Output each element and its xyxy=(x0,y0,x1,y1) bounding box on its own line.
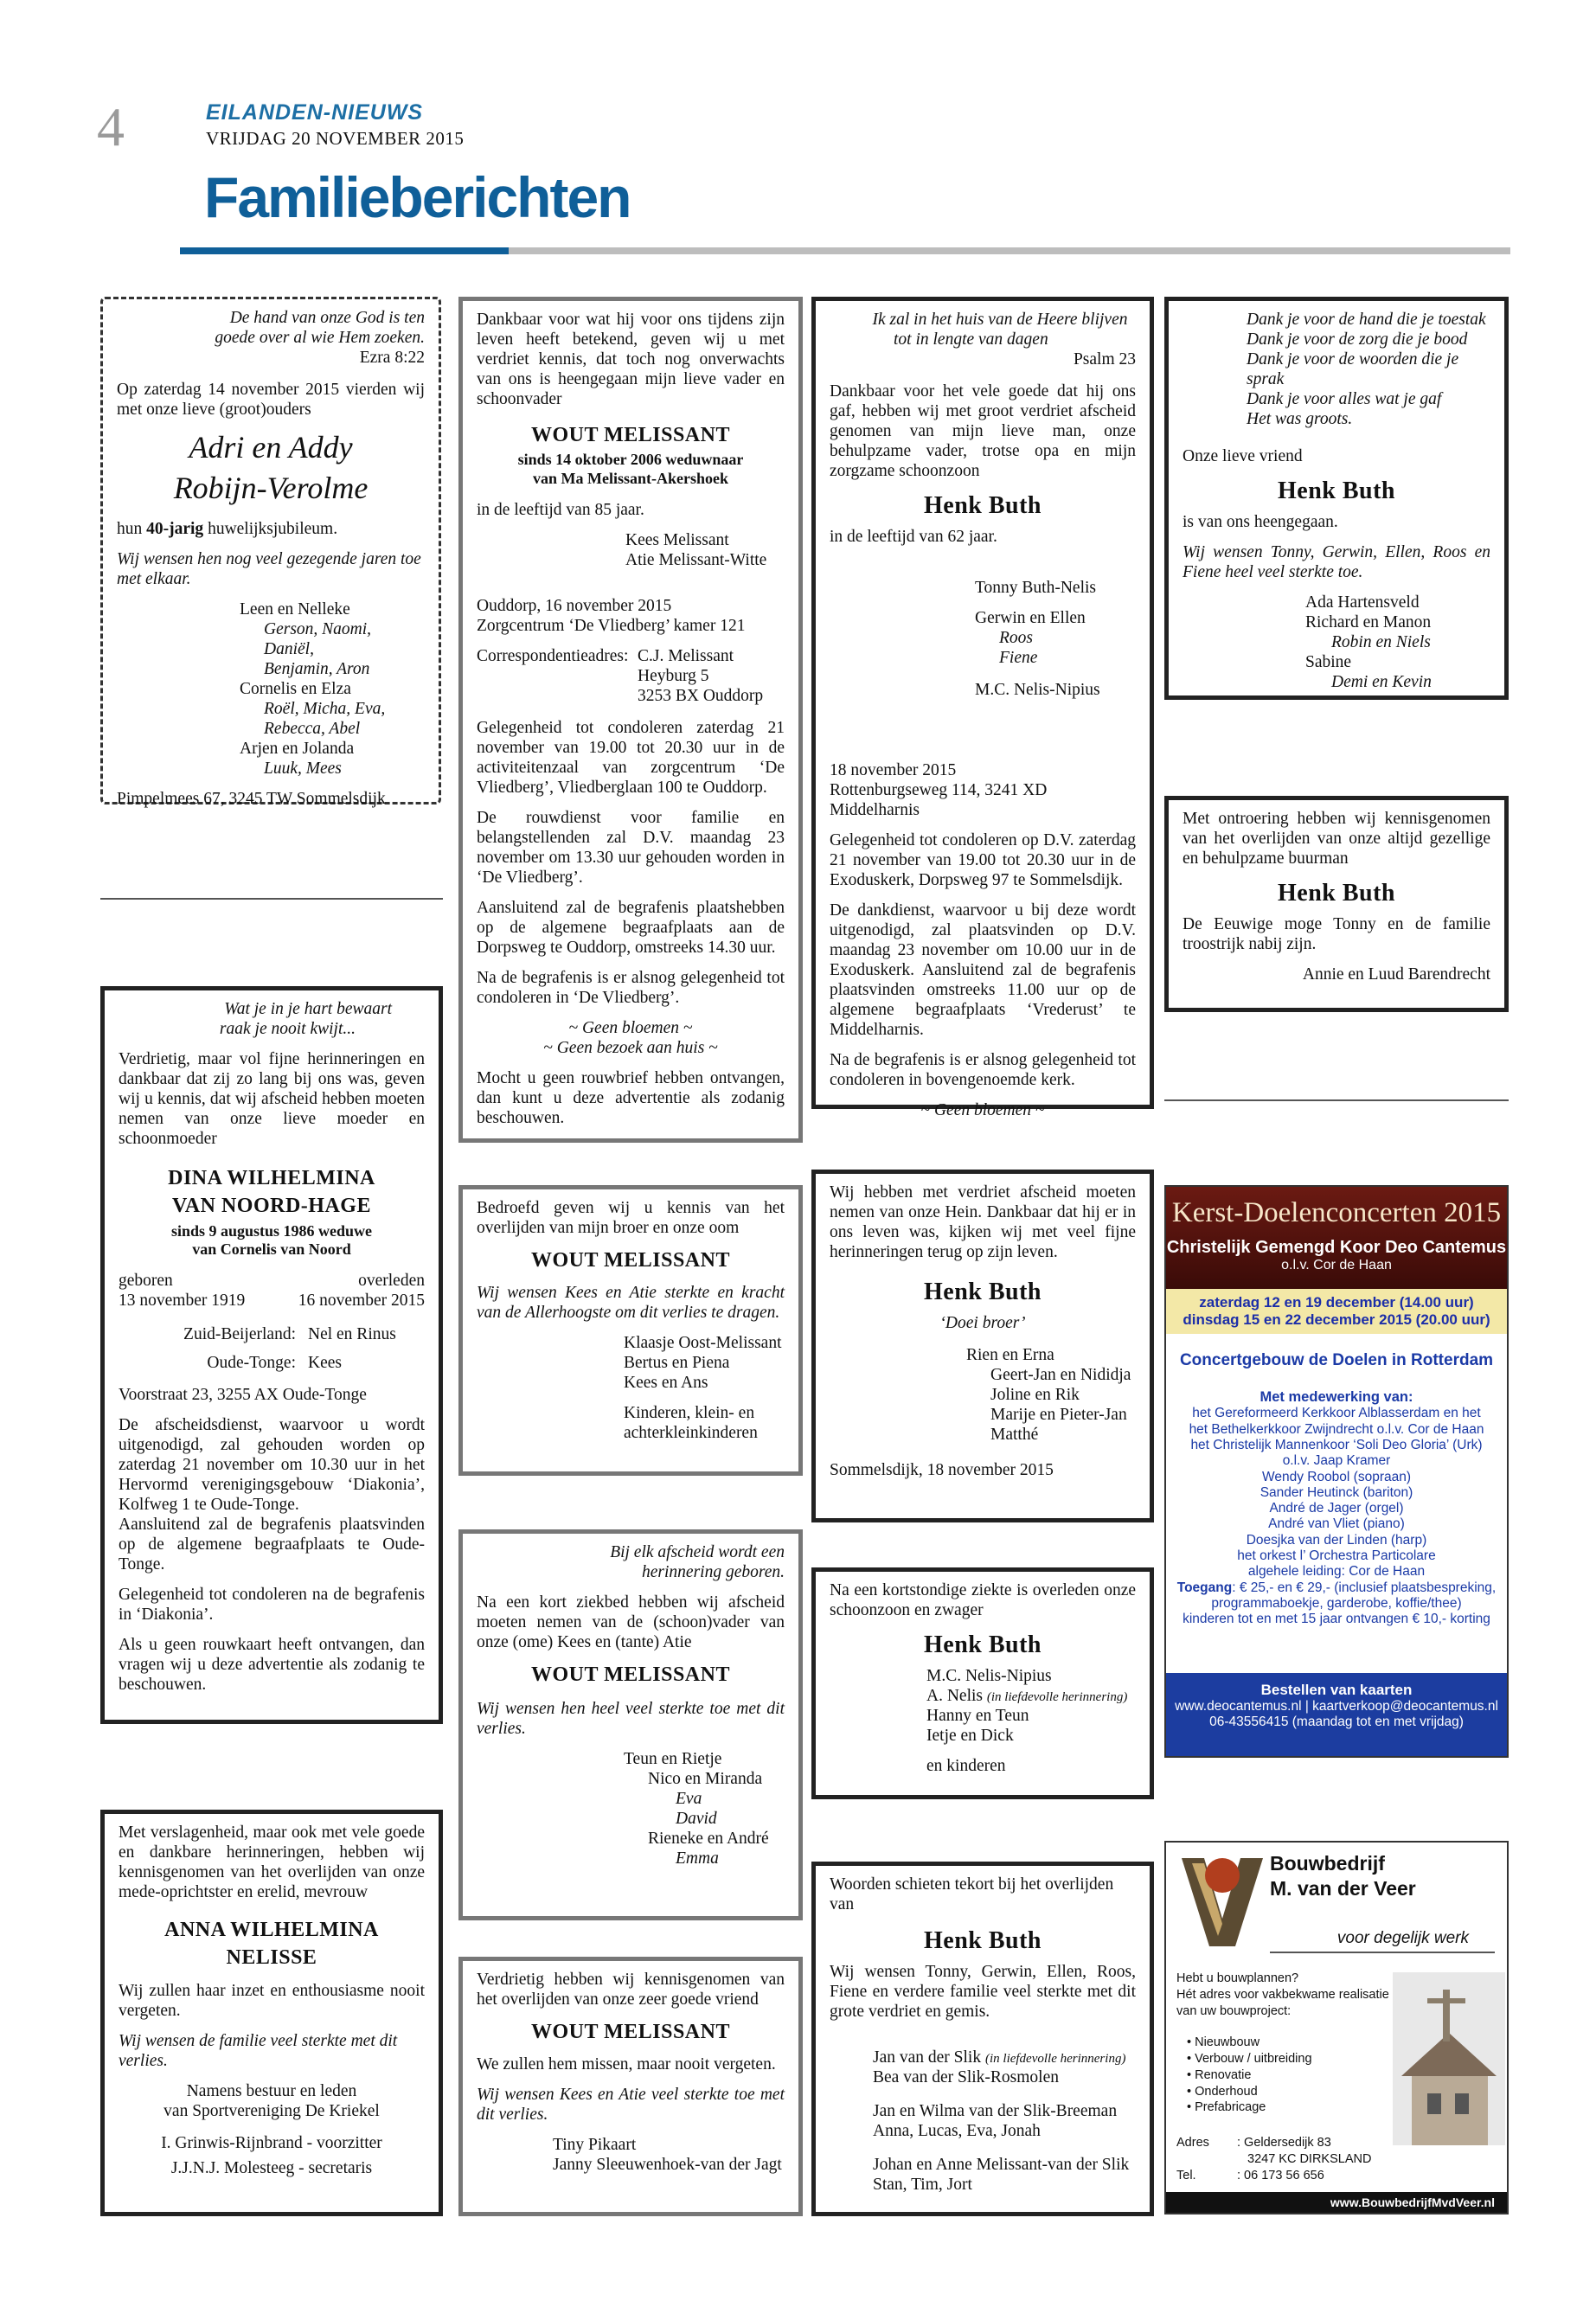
ad-dina-van-noord xyxy=(100,986,443,1724)
condolence-text: Gelegenheid tot condoleren na de begrafenis in ‘Diakonia’. xyxy=(119,1586,425,1625)
closing-text: Mocht u geen rouwbrief hebben ontvangen, dan kunt u deze advertentie als zodanig beschouwen. xyxy=(477,1068,785,1127)
contact-info: Adres : Geldersedijk 83 3247 KC DIRKSLAND Tel. : 06 173 56 656 xyxy=(1176,2136,1372,2182)
intro-text: Woorden schieten tekort bij het overlijden van xyxy=(830,1875,1114,1913)
family-list: Leen en Nelleke Gerson, Naomi, Daniël, Benjamin, Aron Cornelis en Elza Roël, Micha, Eva, Rebecca, Abel Arjen en Jolanda Luuk, Mees xyxy=(240,599,386,778)
deceased-name: Henk Buth xyxy=(924,1279,1042,1305)
deceased-name: WOUT MELISSANT xyxy=(531,1249,730,1272)
ad-henk-buth-vriend xyxy=(1164,297,1509,700)
intro-text: Na een kort ziekbed hebben wij afscheid moeten nemen van de (schoon)vader van onze (ome) Kees en (tante) Atie xyxy=(477,1593,785,1651)
family-list: Ada Hartensveld Richard en Manon Robin en Niels Sabine Demi en Kevin xyxy=(1305,593,1432,692)
title-rule-grey xyxy=(509,247,1510,254)
intro-text: Onze lieve vriend xyxy=(1183,447,1303,465)
quote-line: Bij elk afscheid wordt een xyxy=(610,1543,785,1561)
director: o.l.v. Cor de Haan xyxy=(1281,1258,1392,1272)
no-visits: ~ Geen bezoek aan huis ~ xyxy=(543,1038,718,1057)
condolence-text: Gelegenheid tot condoleren zaterdag 21 november van 19.00 tot 20.30 uur in de activiteitenzaal van zorgcentrum ‘De Vliedberg’, Vliedberglaan 100 te Ouddorp. xyxy=(477,718,785,797)
wish-text: Wij wensen de familie veel sterkte met dit verlies. xyxy=(119,2031,398,2070)
condolence-text: Gelegenheid tot condoleren op D.V. zaterdag 21 november van 19.00 tot 20.30 uur in de Exoduskerk, Dorpsweg 97 te Sommelsdijk. xyxy=(830,831,1136,890)
jubilee-text: hun 40-jarig huwelijksjubileum. xyxy=(117,519,338,538)
family-list: Klaasje Oost-Melissant Bertus en Piena Kees en Ans Kinderen, klein- en achterkleinkinderen xyxy=(624,1334,782,1443)
age-text: in de leeftijd van 62 jaar. xyxy=(830,528,997,547)
date: 18 november 2015 xyxy=(830,761,957,780)
ad-henk-buth-siblings xyxy=(811,1170,1154,1522)
slogan: voor degelijk werk xyxy=(1336,1929,1469,1947)
no-flowers: ~ Geen bloemen ~ xyxy=(920,1101,1045,1120)
family-list: Jan van der Slik (in liefdevolle herinnering) Bea van der Slik-Rosmolen Jan en Wilma van der Slik-Breeman Anna, Lucas, Eva, Jonah Johan en Anne Melissant-van der Slik Stan, Tim, Jort xyxy=(873,2048,1130,2195)
signature: I. Grinwis-Rijnbrand - voorzitter xyxy=(161,2133,382,2152)
quote-line: Wat je in je hart bewaart xyxy=(224,1000,392,1018)
correspondence: Correspondentieadres: C.J. Melissant Heyburg 5 3253 BX Ouddorp xyxy=(477,646,764,705)
quote-line: herinnering geboren. xyxy=(642,1563,785,1581)
intro-text: Met verslagenheid, maar ook met vele goede en dankbare herinneringen, hebben wij kennisgenomen van het overlijden van onze mede-oprichtster en erelid, mevrouw xyxy=(119,1823,425,1901)
ad-kerst-doelenconcerten xyxy=(1164,1185,1509,1758)
subtitle: sinds 9 augustus 1986 weduwe xyxy=(170,1221,373,1240)
ad-wout-melissant-grandchildren xyxy=(458,1529,803,1920)
performers-list: het Gereformeerd Kerkkoor Alblasserdam en het het Bethelkerkkoor Zwijndrecht o.l.v. Cor de Haan het Christelijk Mannenkoor ‘Soli Deo Gloria’ (Urk) o.l.v. Jaap Kramer Wendy Roobol (sopraan) Sander Heutinck (bariton) André de Jager (orgel) André van Vliet (piano) Doesjka van der Linden (harp) het orkest l’ Orchestra Particolare algehele leiding: Cor de Haan xyxy=(1189,1406,1484,1580)
order-info: Bestellen van kaarten www.deocantemus.nl | kaartverkoop@deocantemus.nl 06-43556415 (maandag tot en met vrijdag) xyxy=(1166,1673,1507,1756)
slogan-underline xyxy=(1270,1952,1495,1953)
column-divider xyxy=(1164,1099,1509,1101)
quote-reference: Psalm 23 xyxy=(1073,350,1136,369)
family-list: M.C. Nelis-Nipius A. Nelis (in liefdevolle herinnering) Hanny en Teun Ietje en Dick en kinderen xyxy=(926,1667,1128,1776)
company-name: Bouwbedrijf M. van der Veer xyxy=(1270,1852,1416,1900)
wish-text: Wij wensen Tonny, Gerwin, Ellen, Roos, Fiene en verdere familie veel sterkte met dit grote verdriet en gemis. xyxy=(830,1963,1136,2022)
service-text: De afscheidsdienst, waarvoor u wordt uitgenodigd, zal gehouden worden op zaterdag 21 november om 10.30 uur in het Hervormd verenigingsgebouw ‘Diakonia’, Kolfweg 1 te Oude-Tonge. xyxy=(119,1416,425,1515)
quote-line: tot in lengte van dagen xyxy=(894,330,1048,349)
intro-text: Met ontroering hebben wij kennisgenomen van het overlijden van onze altijd gezellige en behulpzame buurman xyxy=(1183,810,1490,868)
deceased-surname: NELISSE xyxy=(226,1946,317,1970)
section-title: Familieberichten xyxy=(204,165,631,229)
body-text: De Eeuwige moge Tonny en de familie troostrijk nabij zijn. xyxy=(1183,915,1490,954)
signature: Namens bestuur en leden xyxy=(186,2081,357,2100)
wish-text: Wij wensen hen heel veel sterkte toe met dit verlies. xyxy=(477,1700,785,1739)
deceased-name: WOUT MELISSANT xyxy=(531,424,730,446)
deceased-name: Henk Buth xyxy=(924,492,1042,519)
intro-text: Wij hebben met verdriet afscheid moeten nemen van onze Hein. Dankbaar dat hij er in ons leven was, kijken wij met veel fijne herinneringen terug op zijn leven. xyxy=(830,1183,1136,1261)
age-text: in de leeftijd van 85 jaar. xyxy=(477,500,644,519)
family-places: Zuid-Beijerland: Nel en Rinus Oude-Tonge: Kees xyxy=(183,1325,396,1373)
signatures: Tiny Pikaart Janny Sleeuwenhoek-van der Jagt xyxy=(553,2136,782,2175)
couple-name: Adri en Addy xyxy=(189,430,353,465)
intro-text: Verdrietig hebben wij kennisgenomen van het overlijden van onze zeer goede vriend xyxy=(477,1971,785,2009)
dates-row: geboren 13 november 1919 overleden 16 november 2015 xyxy=(119,1272,425,1311)
deceased-name: WOUT MELISSANT xyxy=(531,2021,730,2043)
deceased-name: ANNA WILHELMINA xyxy=(164,1919,379,1941)
wish-text: Wij wensen Tonny, Gerwin, Ellen, Roos en Fiene heel veel sterkte toe. xyxy=(1183,543,1490,582)
ad-henk-buth-family xyxy=(811,297,1154,1120)
signature: J.J.N.J. Molesteeg - secretaris xyxy=(170,2158,373,2177)
building-photo xyxy=(1393,1972,1505,2145)
venue: Concertgebouw de Doelen in Rotterdam xyxy=(1179,1351,1494,1369)
column-divider xyxy=(100,898,443,900)
service-text: De dankdienst, waarvoor u bij deze wordt uitgenodigd, zal plaatsvinden op D.V. maandag 23 november om 10.00 uur in de Exoduskerk. Aansluitend zal de begrafenis plaatsvinden omstreeks 11.00 uur op de algemene begraafplaats ‘Vrederust’ te Middelharnis. xyxy=(830,901,1136,1040)
choir-name: Christelijk Gemengd Koor Deo Cantemus xyxy=(1166,1238,1507,1257)
body-text: is van ons heengegaan. xyxy=(1183,513,1338,532)
family-list: Teun en Rietje Nico en Miranda Eva David Rieneke en André Emma xyxy=(624,1750,769,1868)
subtitle: van Cornelis van Noord xyxy=(192,1240,351,1258)
signature: Annie en Luud Barendrecht xyxy=(1302,965,1490,984)
concert-dates: zaterdag 12 en 19 december (14.00 uur) dinsdag 15 en 22 december 2015 (20.00 uur) xyxy=(1166,1289,1507,1334)
subtitle: van Ma Melissant-Akershoek xyxy=(533,469,728,487)
issue-date: VRIJDAG 20 NOVEMBER 2015 xyxy=(206,128,465,149)
service-list: • Nieuwbouw • Verbouw / uitbreiding • Renovatie • Onderhoud • Prefabricage xyxy=(1187,2035,1312,2115)
page-number: 4 xyxy=(97,96,125,157)
address: Voorstraat 23, 3255 AX Oude-Tonge xyxy=(119,1386,367,1405)
couple-surname: Robijn-Verolme xyxy=(173,471,369,506)
quote-reference: Ezra 8:22 xyxy=(359,349,425,367)
deceased-name: DINA WILHELMINA xyxy=(168,1167,375,1189)
intro-text: Dankbaar voor het vele goede dat hij ons gaf, hebben wij met groot verdriet afscheid genomen van mijn lieve man, onze behulpzame vader, trotse opa en mijn zorgzame schoonzoon xyxy=(830,382,1136,480)
title-rule-blue xyxy=(180,247,509,254)
after-text: Na de begrafenis is er alsnog gelegenheid tot condoleren in ‘De Vliedberg’. xyxy=(477,968,785,1007)
address: Pimpelmees 67, 3245 TW Sommelsdijk xyxy=(117,789,386,808)
closing-text: Als u geen rouwkaart heeft ontvangen, dan vragen wij u deze advertentie als zodanig te beschouwen. xyxy=(119,1636,425,1695)
no-flowers: ~ Geen bloemen ~ xyxy=(568,1018,693,1037)
ad-bouwbedrijf xyxy=(1164,1841,1509,2214)
intro-text: Bedroefd geven wij u kennis van het overlijden van mijn broer en onze oom xyxy=(477,1199,785,1237)
concert-title: Kerst-Doelenconcerten 2015 xyxy=(1171,1197,1502,1228)
ad-henk-buth-inlaws xyxy=(811,1567,1154,1799)
entry-info: Toegang: € 25,- en € 29,- (inclusief plaatsbespreking, programmaboekje, garderobe, koffie/thee) kinderen tot en met 15 jaar ontvangen € 10,- korting xyxy=(1176,1580,1497,1627)
intro-text: Na een kortstondige ziekte is overleden onze schoonzoon en zwager xyxy=(830,1581,1136,1619)
ad-henk-buth-friends xyxy=(811,1862,1154,2216)
body-text: We zullen hem missen, maar nooit vergeten. xyxy=(477,2055,776,2074)
family-list: Kees Melissant Atie Melissant-Witte xyxy=(625,530,767,569)
deceased-name: WOUT MELISSANT xyxy=(531,1663,730,1686)
quote-line: De hand van onze God is ten xyxy=(229,309,425,327)
subtitle: sinds 14 oktober 2006 weduwnaar xyxy=(517,451,744,469)
intro-text: Dankbaar voor wat hij voor ons tijdens zijn leven heeft betekend, geven wij u met verdriet kennis, dat toch nog onverwachts van ons is heengegaan mijn lieve vader en schoonvader xyxy=(477,311,785,408)
ad-robijn-jubilee xyxy=(100,297,441,808)
concert-header xyxy=(1166,1187,1507,1289)
body-text: Wij zullen haar inzet en enthousiasme nooit vergeten. xyxy=(119,1981,425,2020)
intro-lines: Hebt u bouwplannen? Hét adres voor vakbekwame realisatie van uw bouwproject: xyxy=(1176,1971,1389,2018)
ad-wout-melissant-family xyxy=(458,297,803,1143)
wish-text: Wij wensen Kees en Atie veel sterkte toe met dit verlies. xyxy=(477,2086,785,2125)
newspaper-logo: EILANDEN-NIEUWS xyxy=(206,100,424,125)
deceased-name: Henk Buth xyxy=(924,1631,1042,1658)
intro-text: Verdrietig, maar vol fijne herinneringen en dankbaar dat zij zo lang bij ons was, geven wij u kennis, dat wij afscheid hebben moeten nemen van onze lieve moeder en schoonmoeder xyxy=(119,1050,425,1148)
deceased-name: Henk Buth xyxy=(1278,880,1395,907)
ad-wout-melissant-sister xyxy=(458,1185,803,1476)
burial-text: Aansluitend zal de begrafenis plaatshebben op de algemene begraafplaats aan de Dorpsweg te Ouddorp, omstreeks 14.30 uur. xyxy=(477,898,785,957)
deceased-name: Henk Buth xyxy=(1278,478,1395,504)
quote-line: raak je nooit kwijt... xyxy=(219,1020,356,1038)
service-text: De rouwdienst voor familie en belangstellenden zal D.V. maandag 23 november om 13.30 uur gehouden worden in ‘De Vliedberg’. xyxy=(477,808,785,887)
company-logo xyxy=(1175,1849,1270,1953)
quote-line: Ik zal in het huis van de Heere blijven xyxy=(872,311,1128,329)
wish-text: Wij wensen Kees en Atie sterkte en kracht van de Allerhoogste om dit verlies te dragen. xyxy=(477,1284,785,1323)
deceased-name: Henk Buth xyxy=(924,1927,1042,1954)
signature: van Sportvereniging De Kriekel xyxy=(163,2101,380,2120)
place-date: Sommelsdijk, 18 november 2015 xyxy=(830,1461,1054,1480)
burial-text: Aansluitend zal de begrafenis plaatsvinden op de algemene begraafplaats te Oude-Tonge. xyxy=(119,1516,425,1574)
poem: Dank je voor de hand die je toestak Dank je voor de zorg die je bood Dank je voor de woorden die je sprak Dank je voor alles wat je gaf Het was groots. xyxy=(1247,311,1486,428)
family-list: Rien en Erna Geert-Jan en Nididja Joline en Rik Marije en Pieter-Jan Matthé xyxy=(966,1346,1131,1445)
ad-henk-buth-neighbours xyxy=(1164,796,1509,1012)
with-label: Met medewerking van: xyxy=(1259,1389,1413,1405)
address: Rottenburgseweg 114, 3241 XD Middelharnis xyxy=(830,781,1048,820)
quote-line: goede over al wie Hem zoeken. xyxy=(215,329,425,347)
ad-anna-nelisse xyxy=(100,1810,443,2216)
deceased-surname: VAN NOORD-HAGE xyxy=(172,1195,371,1218)
wish-text: Wij wensen hen nog veel gezegende jaren toe met elkaar. xyxy=(117,549,421,588)
place-date: Ouddorp, 16 november 2015 xyxy=(477,596,672,615)
ad-wout-melissant-friends xyxy=(458,1957,803,2216)
intro-text: Op zaterdag 14 november 2015 vierden wij met onze lieve (groot)ouders xyxy=(117,381,425,419)
nickname: ‘Doei broer’ xyxy=(939,1314,1026,1333)
after-text: Na de begrafenis is er alsnog gelegenheid tot condoleren in bovengenoemde kerk. xyxy=(830,1051,1136,1090)
location: Zorgcentrum ‘De Vliedberg’ kamer 121 xyxy=(477,616,746,635)
website-link[interactable]: www.BouwbedrijfMvdVeer.nl xyxy=(1166,2192,1507,2213)
family-list: Tonny Buth-Nelis Gerwin en Ellen Roos Fiene M.C. Nelis-Nipius xyxy=(975,579,1100,700)
